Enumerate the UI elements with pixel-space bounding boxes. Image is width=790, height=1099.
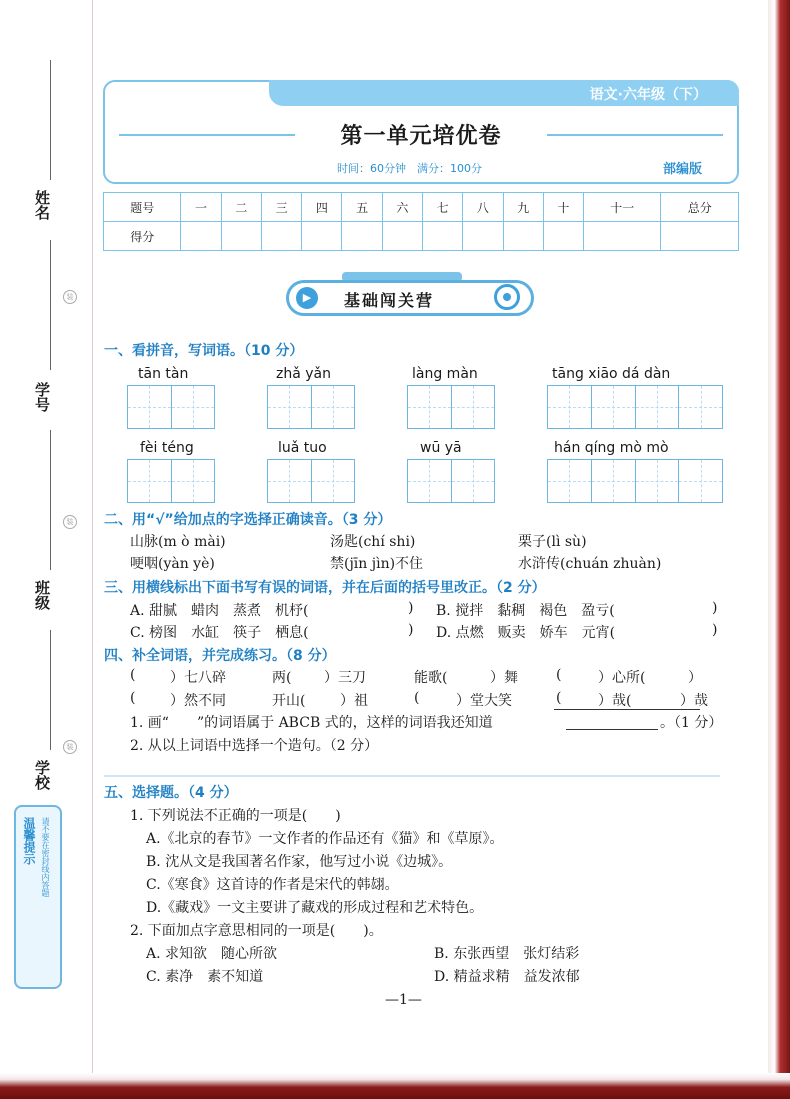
bracket-close: ) xyxy=(408,600,414,616)
score-input-cell[interactable] xyxy=(302,222,342,251)
question-5-2[interactable]: 2. 下面加点字意思相同的一项是( )。 xyxy=(130,923,383,939)
score-cell: 十 xyxy=(543,193,583,222)
score-table-score-row xyxy=(104,222,739,251)
score-cell: 一 xyxy=(181,193,221,222)
pinyin-label: làng màn xyxy=(412,366,478,382)
idiom-fragment: ）七八碎 xyxy=(170,670,226,686)
section-divider xyxy=(104,775,720,777)
choice-option[interactable]: A.《北京的春节》一文作者的作品还有《猫》和《草原》。 xyxy=(146,831,504,847)
subject-tab xyxy=(269,80,739,106)
gutter-line xyxy=(50,430,51,570)
pinyin-label: tān tàn xyxy=(138,366,189,382)
writing-grid[interactable] xyxy=(127,385,215,429)
subject-label: 语文·六年级（下） xyxy=(589,87,707,103)
idiom-fragment[interactable]: 开山( xyxy=(272,693,306,709)
score-cell: 总分 xyxy=(661,193,739,222)
section-3-heading: 三、用横线标出下面书写有误的词语，并在后面的括号里改正。（2 分） xyxy=(104,580,546,596)
score-cell: 九 xyxy=(503,193,543,222)
exam-meta: 时间：60分钟 满分：100分 xyxy=(337,162,482,175)
gutter-line xyxy=(50,240,51,370)
pinyin-label: zhǎ yǎn xyxy=(276,366,331,382)
writing-grid[interactable] xyxy=(267,385,355,429)
question-4-2: 2. 从以上词语中选择一个造句。（2 分） xyxy=(130,738,379,754)
option-d: D. 点燃 贩卖 娇车 元宵( xyxy=(436,625,616,641)
reading-item[interactable]: 山脉(m ò mài) xyxy=(130,534,226,550)
score-input-cell[interactable] xyxy=(261,222,301,251)
right-binding-edge xyxy=(768,0,790,1099)
blank-open[interactable]: ( xyxy=(130,667,136,683)
idiom-fragment: ）舞 xyxy=(490,670,518,686)
choice-option[interactable]: B. 东张西望 张灯结彩 xyxy=(434,946,580,962)
score-cell: 六 xyxy=(382,193,422,222)
idiom-fragment: ） xyxy=(688,670,702,686)
section-5-heading: 五、选择题。（4 分） xyxy=(104,785,238,801)
idiom-fragment: ）堂大笑 xyxy=(456,693,512,709)
idiom-fragment: ）三刀 xyxy=(324,670,366,686)
reading-item[interactable]: 哽咽(yàn yè) xyxy=(130,556,215,572)
score-input-cell[interactable] xyxy=(221,222,261,251)
bracket-close: ) xyxy=(408,622,414,638)
seal-circle-icon: 装 xyxy=(63,290,77,304)
reading-item[interactable]: 栗子(lì sù) xyxy=(518,534,587,550)
blank-open[interactable]: ( xyxy=(130,690,136,706)
writing-grid[interactable] xyxy=(547,459,723,503)
question-4-1-points: 。（1 分） xyxy=(660,715,723,731)
writing-grid[interactable] xyxy=(267,459,355,503)
idiom-fragment: ）然不同 xyxy=(170,693,226,709)
score-cell: 十一 xyxy=(584,193,661,222)
bracket-close: ) xyxy=(712,600,718,616)
score-cell: 二 xyxy=(221,193,261,222)
score-input-cell[interactable] xyxy=(584,222,661,251)
exam-title: 第一单元培优卷 xyxy=(340,123,502,149)
pinyin-label: luǎ tuo xyxy=(278,440,327,456)
choice-option[interactable]: C. 素净 素不知道 xyxy=(146,969,264,985)
idiom-fragment: ）哉 xyxy=(680,693,708,709)
score-input-cell[interactable] xyxy=(181,222,221,251)
bottom-binding-edge xyxy=(0,1073,790,1099)
choice-option[interactable]: B. 沈从文是我国著名作家，他写过小说《边城》。 xyxy=(146,854,453,870)
tip-title: 温馨提示 xyxy=(22,817,36,865)
choice-option[interactable]: D.《藏戏》一文主要讲了藏戏的形成过程和艺术特色。 xyxy=(146,900,484,916)
writing-grid[interactable] xyxy=(407,385,495,429)
reading-item[interactable]: 汤匙(chí shi) xyxy=(330,534,416,550)
idiom-fragment[interactable]: ）哉( xyxy=(598,693,632,709)
option-a: A. 甜腻 蜡肉 蒸煮 机杼( xyxy=(130,603,309,619)
pinyin-label: wū yā xyxy=(420,440,462,456)
class-label: 班级 xyxy=(33,580,51,610)
score-table xyxy=(103,192,739,251)
score-input-cell[interactable] xyxy=(382,222,422,251)
pinyin-label: hán qíng mò mò xyxy=(554,440,669,456)
idiom-fragment[interactable]: 能歌( xyxy=(414,670,448,686)
target-icon xyxy=(494,284,520,310)
question-5-1[interactable]: 1. 下列说法不正确的一项是( ) xyxy=(130,808,341,824)
seal-circle-icon: 装 xyxy=(63,515,77,529)
idiom-fragment: ）祖 xyxy=(340,693,368,709)
score-input-cell[interactable] xyxy=(503,222,543,251)
score-cell: 七 xyxy=(423,193,463,222)
blank-open[interactable]: ( xyxy=(556,667,562,683)
score-cell: 八 xyxy=(463,193,503,222)
bracket-close: ) xyxy=(712,622,718,638)
seal-gutter xyxy=(0,0,92,1075)
section-banner xyxy=(286,272,534,320)
exam-header xyxy=(103,80,739,184)
score-row-label: 得分 xyxy=(104,222,181,251)
writing-grid[interactable] xyxy=(547,385,723,429)
score-cell: 四 xyxy=(302,193,342,222)
writing-grid[interactable] xyxy=(127,459,215,503)
choice-option[interactable]: A. 求知欲 随心所欲 xyxy=(146,946,278,962)
tip-subtitle: 请不要在密封线内答题 xyxy=(41,817,50,897)
section-2-heading: 二、用“√”给加点的字选择正确读音。（3 分） xyxy=(104,512,392,528)
score-input-cell[interactable] xyxy=(463,222,503,251)
choice-option[interactable]: D. 精益求精 益发浓郁 xyxy=(434,969,580,985)
banner-text: 基础闯关营 xyxy=(344,291,435,310)
score-input-cell[interactable] xyxy=(342,222,382,251)
section-4-heading: 四、补全词语，并完成练习。（8 分） xyxy=(104,648,336,664)
idiom-fragment[interactable]: ）心所( xyxy=(598,670,646,686)
gutter-line xyxy=(50,630,51,750)
option-c: C. 榜图 水缸 筷子 栖息( xyxy=(130,625,309,641)
blank-open[interactable]: ( xyxy=(414,690,420,706)
student-id-label: 学号 xyxy=(33,382,51,412)
score-cell: 三 xyxy=(261,193,301,222)
reading-item[interactable]: 水浒传(chuán zhuàn) xyxy=(518,556,662,572)
answer-line[interactable] xyxy=(566,729,658,730)
score-input-cell[interactable] xyxy=(661,222,739,251)
edition-label: 部编版 xyxy=(663,162,703,177)
play-icon: ▶ xyxy=(296,287,318,309)
tip-box xyxy=(14,805,62,989)
question-4-1: 1. 画“ ”的词语属于 ABCB 式的，这样的词语我还知道 xyxy=(130,715,493,731)
score-cell: 题号 xyxy=(104,193,181,222)
page-number: —1— xyxy=(385,992,422,1008)
idiom-fragment[interactable]: 两( xyxy=(272,670,292,686)
school-label: 学校 xyxy=(33,760,51,790)
score-table-header-row xyxy=(104,193,739,222)
writing-grid[interactable] xyxy=(407,459,495,503)
reading-item[interactable]: 禁(jīn jìn)不住 xyxy=(330,556,424,572)
margin-line xyxy=(92,0,93,1075)
score-cell: 五 xyxy=(342,193,382,222)
pinyin-label: fèi téng xyxy=(140,440,194,456)
pinyin-label: tāng xiāo dá dàn xyxy=(552,366,671,382)
score-input-cell[interactable] xyxy=(423,222,463,251)
option-b: B. 搅拌 黏稠 褐色 盈亏( xyxy=(436,603,615,619)
score-input-cell[interactable] xyxy=(543,222,583,251)
blank-open[interactable]: ( xyxy=(556,690,562,706)
gutter-line xyxy=(50,60,51,180)
abcb-underline xyxy=(554,709,700,710)
choice-option[interactable]: C.《寒食》这首诗的作者是宋代的韩翃。 xyxy=(146,877,399,893)
section-1-heading: 一、看拼音，写词语。（10 分） xyxy=(104,343,304,359)
seal-circle-icon: 装 xyxy=(63,740,77,754)
name-label: 姓名 xyxy=(33,190,51,220)
